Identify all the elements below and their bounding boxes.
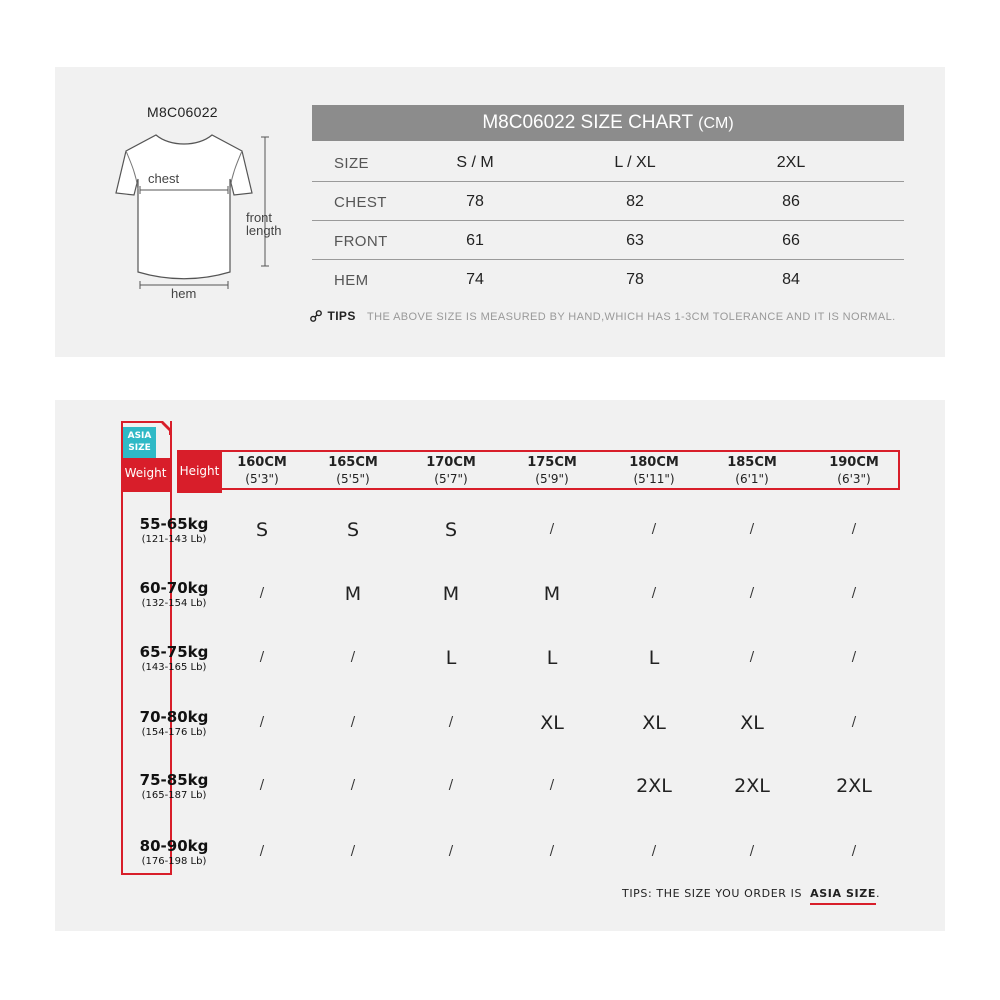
weight-kg: 55-65kg bbox=[139, 515, 209, 533]
height-cm: 190CM bbox=[829, 455, 879, 470]
measure-cell: 74 bbox=[466, 271, 484, 288]
size-grid-cell: / bbox=[851, 650, 857, 665]
size-grid-cell: / bbox=[259, 715, 265, 730]
weight-row-label bbox=[126, 579, 222, 610]
measure-cell: 66 bbox=[782, 232, 800, 249]
size-grid-cell: L bbox=[648, 647, 660, 669]
measure-cell: 63 bbox=[626, 232, 644, 249]
weight-lb: (132-154 Lb) bbox=[141, 598, 207, 609]
order-size-tips bbox=[622, 887, 880, 900]
size-grid-cell: / bbox=[448, 778, 454, 793]
size-grid-cell: / bbox=[749, 586, 755, 601]
height-column-header bbox=[308, 455, 398, 487]
weight-kg: 65-75kg bbox=[139, 643, 209, 661]
size-grid-cell: S bbox=[255, 519, 269, 541]
size-grid-cell: XL bbox=[642, 712, 666, 734]
height-cm: 175CM bbox=[527, 455, 577, 470]
hem-label: hem bbox=[171, 286, 197, 301]
size-grid-cell: / bbox=[350, 650, 356, 665]
size-grid-cell: / bbox=[651, 844, 657, 859]
weight-kg: 75-85kg bbox=[139, 771, 209, 789]
size-grid-cell: / bbox=[549, 522, 555, 537]
weight-kg: 70-80kg bbox=[139, 708, 209, 726]
measure-cell: 78 bbox=[626, 271, 644, 288]
size-grid-cell: M bbox=[543, 583, 561, 605]
size-grid-cell: L bbox=[445, 647, 457, 669]
size-grid-cell: / bbox=[549, 844, 555, 859]
weight-row-label bbox=[126, 771, 222, 802]
weight-row-label bbox=[126, 643, 222, 674]
size-grid-cell: XL bbox=[740, 712, 764, 734]
size-grid-cell: / bbox=[448, 715, 454, 730]
size-grid-cell: / bbox=[651, 522, 657, 537]
size-grid-cell: / bbox=[851, 586, 857, 601]
size-grid-cell: L bbox=[546, 647, 558, 669]
height-column-header bbox=[507, 455, 597, 487]
weight-header: Weight bbox=[121, 458, 170, 492]
size-grid-cell: XL bbox=[540, 712, 564, 734]
size-header-label: SIZE bbox=[334, 155, 369, 172]
height-feet: (6'3") bbox=[837, 472, 871, 486]
height-column-header bbox=[406, 455, 496, 487]
size-grid-cell: / bbox=[350, 778, 356, 793]
size-header-cell: 2XL bbox=[776, 154, 806, 171]
order-tips-asia-size: ASIA SIZE bbox=[810, 887, 876, 905]
weight-lb: (143-165 Lb) bbox=[141, 662, 207, 673]
measurement-tips bbox=[310, 309, 896, 323]
measure-row-hem bbox=[312, 260, 904, 298]
weight-lb: (165-187 Lb) bbox=[141, 790, 207, 801]
link-icon bbox=[310, 310, 322, 322]
size-grid-cell: / bbox=[851, 844, 857, 859]
weight-corner-notch bbox=[160, 421, 172, 435]
size-grid-cell: / bbox=[749, 844, 755, 859]
measure-row-label: HEM bbox=[334, 272, 369, 289]
weight-kg: 60-70kg bbox=[139, 579, 209, 597]
height-header: Height bbox=[177, 450, 222, 493]
height-cm: 170CM bbox=[426, 455, 476, 470]
size-grid-cell: 2XL bbox=[636, 775, 672, 797]
size-grid-cell: / bbox=[259, 778, 265, 793]
size-grid-cell: / bbox=[651, 586, 657, 601]
size-grid-cell: / bbox=[749, 522, 755, 537]
size-grid-cell: / bbox=[259, 844, 265, 859]
asia-badge-line1: ASIA bbox=[127, 431, 152, 441]
chest-label: chest bbox=[148, 171, 180, 186]
size-chart-title-text: M8C06022 SIZE CHART bbox=[482, 112, 693, 133]
size-grid-cell: / bbox=[448, 844, 454, 859]
size-grid-cell: S bbox=[346, 519, 360, 541]
order-tips-text: TIPS: THE SIZE YOU ORDER IS bbox=[622, 887, 803, 900]
weight-row-label bbox=[126, 515, 222, 546]
height-feet: (6'1") bbox=[735, 472, 769, 486]
weight-lb: (176-198 Lb) bbox=[141, 856, 207, 867]
asia-badge-line2: SIZE bbox=[128, 443, 151, 453]
measure-row-chest bbox=[312, 182, 904, 221]
size-chart-title bbox=[312, 105, 904, 141]
weight-column-outline-top bbox=[121, 421, 163, 423]
weight-kg: 80-90kg bbox=[139, 837, 209, 855]
model-code: M8C06022 bbox=[147, 104, 218, 120]
size-chart-unit: (CM) bbox=[698, 115, 734, 132]
size-header-cell: S / M bbox=[456, 154, 494, 171]
measure-cell: 78 bbox=[466, 193, 484, 210]
height-feet: (5'9") bbox=[535, 472, 569, 486]
height-cm: 160CM bbox=[237, 455, 287, 470]
size-grid-cell: S bbox=[444, 519, 458, 541]
measure-row-front bbox=[312, 221, 904, 260]
height-column-header bbox=[217, 455, 307, 487]
measure-row-label: CHEST bbox=[334, 194, 387, 211]
size-grid-cell: / bbox=[851, 715, 857, 730]
height-column-header bbox=[809, 455, 899, 487]
weight-row-label bbox=[126, 708, 222, 739]
front-length-label-line2: length bbox=[246, 223, 282, 238]
measure-cell: 82 bbox=[626, 193, 644, 210]
weight-lb: (121-143 Lb) bbox=[141, 534, 207, 545]
size-grid-cell: / bbox=[259, 650, 265, 665]
size-grid-cell: M bbox=[344, 583, 362, 605]
height-column-header bbox=[609, 455, 699, 487]
height-feet: (5'5") bbox=[336, 472, 370, 486]
size-header-row bbox=[312, 143, 904, 182]
measure-cell: 61 bbox=[466, 232, 484, 249]
height-feet: (5'11") bbox=[633, 472, 675, 486]
size-grid-cell: / bbox=[350, 715, 356, 730]
order-tips-period: . bbox=[875, 887, 881, 900]
size-grid-cell: / bbox=[549, 778, 555, 793]
height-cm: 165CM bbox=[328, 455, 378, 470]
front-length-label-line1: front bbox=[246, 210, 273, 225]
height-column-header bbox=[707, 455, 797, 487]
size-header-cell: L / XL bbox=[614, 154, 656, 171]
measure-row-label: FRONT bbox=[334, 233, 388, 250]
height-feet: (5'7") bbox=[434, 472, 468, 486]
height-cm: 185CM bbox=[727, 455, 777, 470]
size-grid-cell: M bbox=[442, 583, 460, 605]
measure-cell: 84 bbox=[782, 271, 800, 288]
size-grid-cell: / bbox=[749, 650, 755, 665]
size-grid-cell: / bbox=[350, 844, 356, 859]
weight-lb: (154-176 Lb) bbox=[141, 727, 207, 738]
height-cm: 180CM bbox=[629, 455, 679, 470]
size-grid-cell: / bbox=[259, 586, 265, 601]
size-grid-cell: 2XL bbox=[836, 775, 872, 797]
size-grid-cell: / bbox=[851, 522, 857, 537]
height-feet: (5'3") bbox=[245, 472, 279, 486]
tips-key: TIPS bbox=[327, 309, 356, 323]
tips-text: THE ABOVE SIZE IS MEASURED BY HAND,WHICH HAS 1-3CM TOLERANCE AND IT IS NORMAL. bbox=[367, 311, 896, 323]
measure-cell: 86 bbox=[782, 193, 800, 210]
weight-row-label bbox=[126, 837, 222, 868]
asia-size-badge bbox=[123, 427, 156, 458]
size-grid-cell: 2XL bbox=[734, 775, 770, 797]
